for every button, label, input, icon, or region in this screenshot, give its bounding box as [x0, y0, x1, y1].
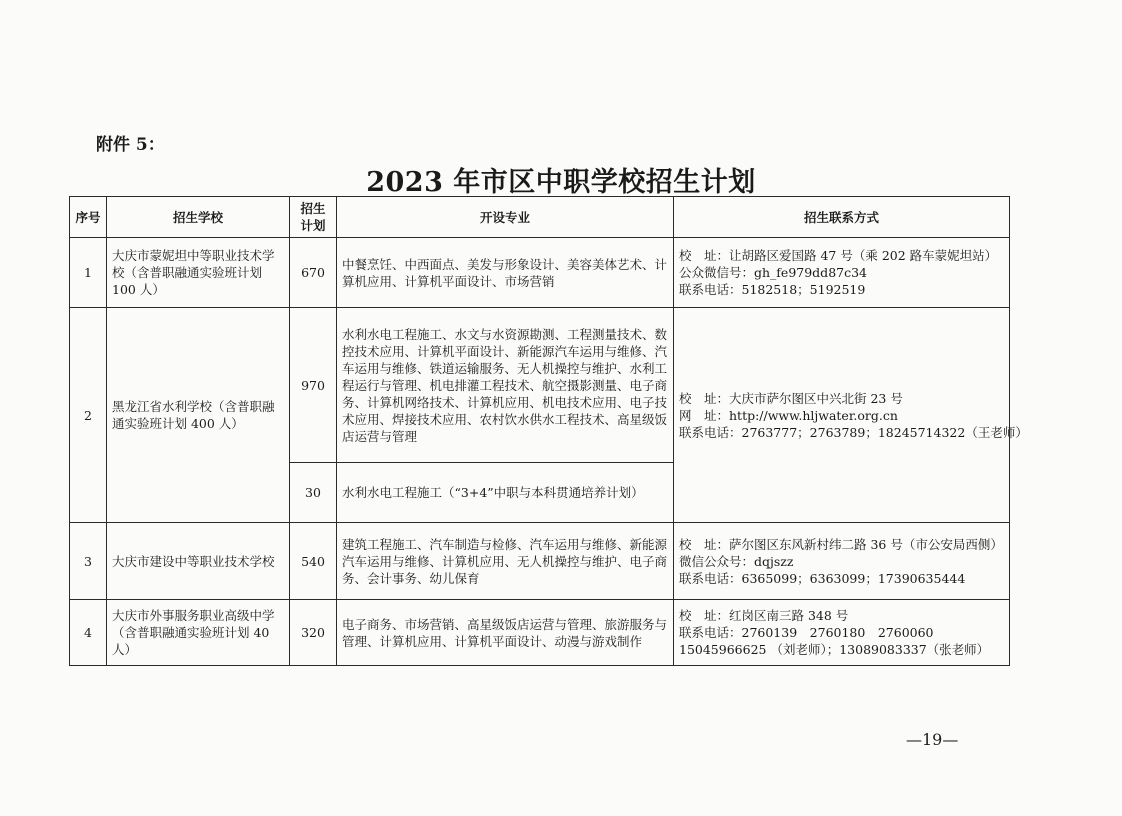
row-quota: 320	[290, 600, 337, 666]
contact-line: 微信公众号：dqjszz	[679, 553, 794, 569]
contact-line: 公众微信号：gh_fe979dd87c34	[679, 265, 868, 280]
contact-line: 网 址：http://www.hljwater.org.cn	[679, 407, 898, 423]
page-number: —19—	[906, 730, 959, 749]
contact-line: 校 址：红岗区南三路 348 号	[679, 608, 849, 623]
row-contact	[674, 308, 1028, 523]
row-seq: 1	[70, 238, 107, 308]
row-majors: 建筑工程施工、汽车制造与检修、汽车运用与维修、新能源汽车运用与维修、计算机应用、无人机操控与维护、电子商务、会计事务、幼儿保育	[337, 523, 674, 600]
row-school: 大庆市外事服务职业高级中学（含普职融通实验班计划 40 人）	[107, 600, 290, 666]
row-majors-secondary: 水利水电工程施工（“3+4”中职与本科贯通培养计划）	[337, 463, 674, 523]
header-seq: 序号	[70, 197, 107, 238]
table-row	[70, 600, 1010, 666]
row-school: 黑龙江省水利学校（含普职融通实验班计划 400 人）	[107, 308, 290, 523]
table-row	[70, 308, 1010, 463]
table-header-row	[70, 197, 1010, 238]
row-quota: 540	[290, 523, 337, 600]
table-row	[70, 523, 1010, 600]
row-contact	[674, 523, 1010, 600]
row-contact	[674, 238, 1010, 308]
row-quota: 670	[290, 238, 337, 308]
row-school: 大庆市蒙妮坦中等职业技术学校（含普职融通实验班计划 100 人）	[107, 238, 290, 308]
contact-line: 联系电话：2760139 2760180 2760060	[679, 625, 934, 640]
contact-line: 校 址：大庆市萨尔图区中兴北街 23 号	[679, 390, 903, 406]
row-majors: 水利水电工程施工、水文与水资源勘测、工程测量技术、数控技术应用、计算机平面设计、新能源汽车运用与维修、汽车运用与维修、铁道运输服务、无人机操控与维护、水利工程运行与管理、机电排灌工程技术、航空摄影测量、电子商务、计算机网络技术、计算机应用、机电技术应用、电子技术应用、焊接技术应用、农村饮水供水工程技术、高星级饭店运营与管理	[337, 308, 674, 463]
row-seq: 2	[70, 308, 107, 523]
header-quota: 招生计划	[290, 197, 337, 238]
row-seq: 3	[70, 523, 107, 600]
table-row	[70, 238, 1010, 308]
row-majors: 电子商务、市场营销、高星级饭店运营与管理、旅游服务与管理、计算机应用、计算机平面设计、动漫与游戏制作	[337, 600, 674, 666]
contact-line: 联系电话：6365099；6363099；17390635444	[679, 570, 966, 586]
row-quota: 970	[290, 308, 337, 463]
attachment-label: 附件 5：	[96, 135, 165, 155]
header-contact: 招生联系方式	[674, 197, 1010, 238]
header-majors: 开设专业	[337, 197, 674, 238]
document-title: 2023 年市区中职学校招生计划	[366, 167, 756, 198]
contact-line: 校 址：萨尔图区东风新村纬二路 36 号（市公安局西侧）	[679, 536, 1003, 552]
enrollment-plan-table	[69, 196, 1028, 666]
contact-line: 联系电话：5182518；5192519	[679, 282, 866, 297]
row-quota-secondary: 30	[290, 463, 337, 523]
row-school: 大庆市建设中等职业技术学校	[107, 523, 290, 600]
row-seq: 4	[70, 600, 107, 666]
header-school: 招生学校	[107, 197, 290, 238]
contact-line: 联系电话：2763777；2763789；18245714322（王老师）	[679, 424, 1028, 440]
contact-line: 15045966625 （刘老师）；13089083337（张老师）	[679, 642, 990, 657]
row-majors: 中餐烹饪、中西面点、美发与形象设计、美容美体艺术、计算机应用、计算机平面设计、市场营销	[337, 238, 674, 308]
contact-line: 校 址：让胡路区爱国路 47 号（乘 202 路车蒙妮坦站）	[679, 248, 998, 263]
row-contact	[674, 600, 1010, 666]
